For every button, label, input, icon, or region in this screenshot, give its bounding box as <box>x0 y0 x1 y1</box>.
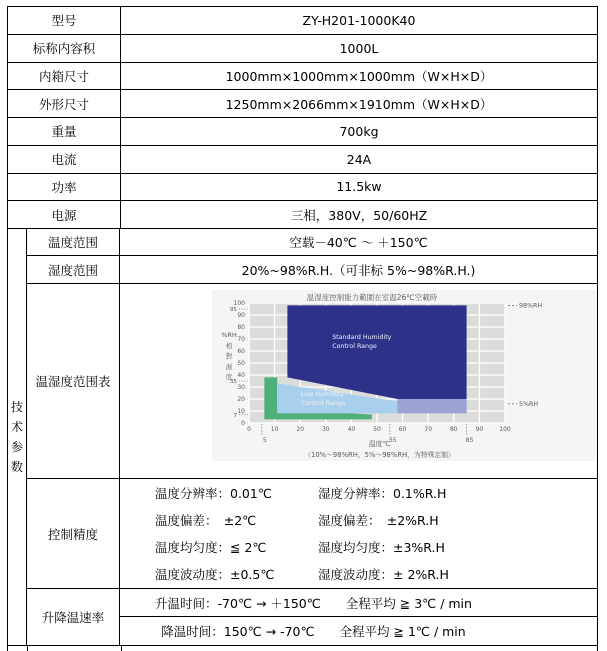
ramp-cooling-row: 降温时间：150℃ → -70℃ 全程平均 ≧ 1℃ / min <box>161 624 466 639</box>
spec-row-current <box>8 146 597 174</box>
row-label: 温湿度范围表 <box>27 284 120 478</box>
spec-row-humidity-range <box>27 256 597 284</box>
region-label: Standard Humidity <box>332 334 392 341</box>
x-tick-label: 20 <box>296 426 305 433</box>
right-ref-label: 5%RH <box>519 401 539 408</box>
sliver-divider <box>121 646 122 651</box>
x-tick-label: 90 <box>475 426 484 433</box>
row-value: ZY-H201-1000K40 <box>302 12 416 28</box>
chart-y-axis-label-part: 濕 <box>225 362 233 371</box>
x-tick-label: 50 <box>373 426 381 433</box>
row-value: 1000mm×1000mm×1000mm（W×H×D） <box>225 68 493 84</box>
ramp-cell <box>120 589 597 645</box>
precision-temp-fluctuation: 温度波动度：±0.5℃ <box>155 567 275 583</box>
row-label: 电源 <box>8 201 121 228</box>
row-label: 控制精度 <box>27 479 120 588</box>
y-tick-label: 50 <box>237 360 245 368</box>
spec-row-weight <box>8 118 597 146</box>
region-label: Low Humidity <box>300 391 344 398</box>
x-tick-label: 10 <box>270 426 279 433</box>
tech-params-label-char: 参 <box>10 440 23 454</box>
chart-title: 温湿度控制能力範圍在室温26℃空載時 <box>306 293 438 302</box>
region-label: Control Range <box>300 400 346 407</box>
precision-line <box>120 534 597 561</box>
precision-cell <box>120 479 597 588</box>
x-tick-label: 80 <box>449 426 458 433</box>
tech-params-label-char: 数 <box>10 460 23 474</box>
row-value: 1000L <box>339 40 379 56</box>
tech-params-vertical-label <box>8 229 27 645</box>
tech-params-label-char: 术 <box>10 420 23 434</box>
x-dashed-tick-label: 55 <box>388 437 397 444</box>
chart-cell <box>120 284 597 478</box>
row-value: 空载－40℃ ～ ＋150℃ <box>289 235 428 250</box>
chart-footnote: （10%～98%RH，5%～98%RH，为特殊定制） <box>304 451 455 459</box>
chart-y-axis-label-part: 相 <box>225 341 233 350</box>
x-tick-label: 40 <box>347 426 356 433</box>
spec-row-temp-range <box>27 229 597 256</box>
precision-temp-uniformity: 温度均匀度：≦ 2℃ <box>155 540 267 556</box>
precision-line <box>120 506 597 533</box>
x-tick-label: 100 <box>499 426 511 433</box>
row-label: 内箱尺寸 <box>8 63 121 90</box>
row-label: 型号 <box>8 7 121 34</box>
tech-params-label-char: 技 <box>10 400 23 414</box>
chart-y-axis-label-part: 對 <box>225 352 233 360</box>
tech-params-section <box>8 229 597 645</box>
row-value: 700kg <box>339 123 379 139</box>
row-value: 20%~98%R.H.（可非标 5%~98%R.H.) <box>241 262 476 278</box>
x-tick-label: 0 <box>247 426 251 433</box>
right-ref-label: 98%RH <box>519 302 543 310</box>
row-value: 1250mm×2066mm×1910mm（W×H×D） <box>225 96 493 112</box>
row-label: 升降温速率 <box>27 589 120 645</box>
tech-params-body <box>27 229 597 645</box>
row-value: 24A <box>346 151 372 167</box>
precision-line <box>120 479 597 506</box>
precision-humidity-deviation: 湿度偏差： ±2%R.H <box>318 512 439 528</box>
x-tick-label: 60 <box>398 426 407 433</box>
precision-temp-resolution: 温度分辨率：0.01℃ <box>155 485 272 501</box>
row-label: 外形尺寸 <box>8 90 121 117</box>
y-dashed-tick-label: 35 <box>229 379 237 386</box>
spec-table <box>7 6 598 646</box>
precision-line <box>120 561 597 588</box>
spec-row-outer-size <box>8 90 597 118</box>
y-tick-label: 40 <box>237 372 245 380</box>
sliver-divider <box>27 646 28 651</box>
humidity-chart <box>212 290 597 461</box>
y-tick-label: 70 <box>237 336 245 344</box>
x-dashed-tick-label: 5 <box>262 437 267 444</box>
y-tick-label: 80 <box>237 324 245 332</box>
row-label: 湿度范围 <box>27 256 120 283</box>
row-label: 温度范围 <box>27 229 120 255</box>
y-tick-label: 10 <box>237 408 245 416</box>
spec-row-ramp-rate <box>27 589 597 645</box>
chart-x-axis-label: 温度℃ <box>368 440 391 448</box>
table-bottom-sliver <box>7 646 598 651</box>
ramp-heating-row: 升温时间：-70℃ → ＋150℃ 全程平均 ≧ 3℃ / min <box>120 589 597 617</box>
row-label: 重量 <box>8 118 121 145</box>
y-tick-label: 90 <box>237 312 245 320</box>
x-tick-label: 70 <box>424 426 433 433</box>
precision-humidity-uniformity: 湿度均匀度：±3%R.H <box>318 540 445 556</box>
y-tick-label: 20 <box>237 396 245 404</box>
row-label: 功率 <box>8 174 121 201</box>
y-tick-label: 60 <box>237 348 245 356</box>
row-label: 电流 <box>8 146 121 173</box>
region-label: Control Range <box>332 343 377 350</box>
y-tick-label: 30 <box>237 384 245 392</box>
y-tick-label: 100 <box>233 300 245 308</box>
region-low-humidity-extension <box>397 399 466 413</box>
spec-row-control-precision <box>27 479 597 589</box>
chart-plot-svg <box>212 290 597 461</box>
row-value: 三相，380V，50/60HZ <box>290 207 428 223</box>
row-value: 11.5kw <box>336 179 382 195</box>
precision-humidity-resolution: 湿度分辨率：0.1%R.H <box>318 485 447 501</box>
row-label: 标称内容积 <box>8 35 121 62</box>
chart-y-axis-label-part: 度 <box>225 373 233 381</box>
spec-row-supply <box>8 201 597 229</box>
y-dashed-tick-label: 95 <box>229 307 237 314</box>
spec-row-model <box>8 7 597 35</box>
x-dashed-tick-label: 85 <box>465 437 474 444</box>
chart-y-axis-label-part: %RH <box>221 331 237 339</box>
y-tick-label: 0 <box>241 420 245 428</box>
precision-humidity-fluctuation: 湿度波动度：± 2%R.H <box>318 567 449 583</box>
x-tick-label: 30 <box>321 426 330 433</box>
spec-row-power <box>8 174 597 202</box>
spec-row-inner-size <box>8 63 597 91</box>
spec-row-volume <box>8 35 597 63</box>
spec-row-humidity-chart <box>27 284 597 479</box>
precision-temp-deviation: 温度偏差： ±2℃ <box>155 512 257 528</box>
y-dashed-tick-label: 7 <box>233 412 237 419</box>
